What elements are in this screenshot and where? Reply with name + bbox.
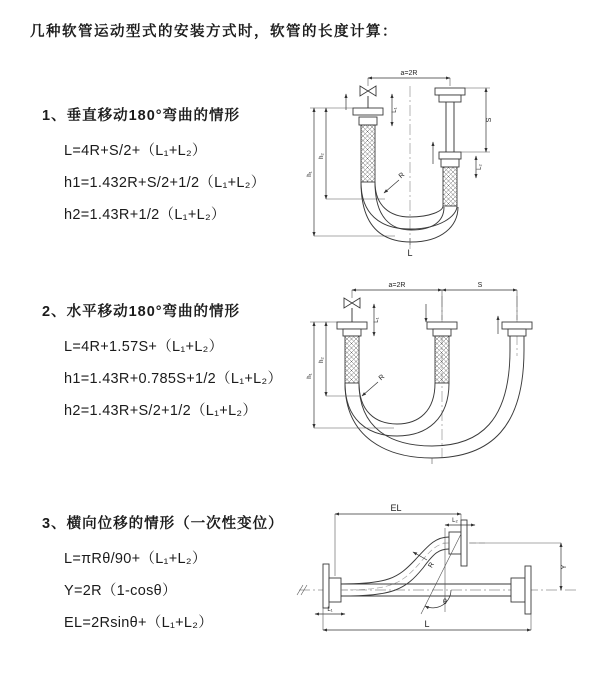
diagram-lateral-displacement xyxy=(293,500,597,655)
label-a2r: a=2R xyxy=(400,70,418,77)
formula-L: L=4R+S/2+（L₁+L₂） xyxy=(64,143,207,159)
dimension-h1 xyxy=(307,108,395,236)
label-l2: L₂ xyxy=(477,164,483,170)
flange-right-bottom xyxy=(511,566,531,614)
diagram-horizontal-bend xyxy=(302,276,594,476)
section-1 xyxy=(42,104,266,231)
hose-u-bend-displaced xyxy=(345,350,524,458)
flange-hub xyxy=(511,578,525,602)
label-l2: L₂ xyxy=(452,518,458,524)
section-3-formulas xyxy=(64,543,284,639)
formula-L: L=4R+1.57S+（L₁+L₂） xyxy=(64,339,224,355)
label-l1: L₁ xyxy=(374,317,380,323)
fitting xyxy=(441,159,459,167)
braided-hose xyxy=(361,125,375,182)
braided-hose xyxy=(435,336,449,383)
flange xyxy=(427,322,457,329)
diagram-2-svg xyxy=(302,276,594,471)
valve-icon xyxy=(368,86,376,96)
flange xyxy=(353,108,383,115)
label-a2r: a=2R xyxy=(388,282,406,289)
pipe-assembly-left xyxy=(337,298,367,383)
formula-EL: EL=2Rsinθ+（L₁+L₂） xyxy=(64,615,214,631)
dimension-a2r xyxy=(352,282,517,323)
radius-callout xyxy=(362,374,386,396)
dimension-el xyxy=(335,503,461,576)
label-r: R xyxy=(427,561,436,570)
label-s: S xyxy=(477,282,483,289)
diagram-3-svg xyxy=(293,500,597,650)
formula-h2: h2=1.43R+1/2（L₁+L₂） xyxy=(64,207,226,223)
label-h1: h₁ xyxy=(307,171,313,177)
flange-plate xyxy=(461,520,467,566)
flange-hub xyxy=(329,578,341,602)
pipe-assembly-left xyxy=(346,86,383,182)
dimension-a2r xyxy=(368,70,450,86)
diagram-1-svg xyxy=(300,64,585,264)
dimension-l2 xyxy=(445,518,475,525)
label-r: R xyxy=(397,171,407,181)
label-l1: L₁ xyxy=(392,107,398,113)
dimension-s xyxy=(442,282,517,290)
label-l: L xyxy=(424,619,430,629)
dimension-l xyxy=(323,608,531,630)
page-title: 几种软管运动型式的安装方式时，软管的长度计算： xyxy=(30,24,398,40)
flange-left xyxy=(323,564,341,608)
valve-icon xyxy=(360,86,368,96)
label-y: Y xyxy=(561,564,568,570)
flange xyxy=(502,322,532,329)
formula-Y: Y=2R（1-cosθ） xyxy=(64,583,177,599)
fitting xyxy=(508,329,526,336)
braided-hose xyxy=(345,336,359,383)
section-2-formulas xyxy=(64,331,282,427)
flange-plate xyxy=(525,566,531,614)
flange xyxy=(439,152,461,159)
flange-right-upper xyxy=(449,520,467,566)
section-3-heading: 3、横向位移的情形（一次性变位） xyxy=(42,516,284,532)
section-1-formulas xyxy=(64,135,266,231)
pipe-assembly-right xyxy=(498,316,532,350)
formula-h1: h1=1.43R+0.785S+1/2（L₁+L₂） xyxy=(64,371,283,387)
fitting xyxy=(433,329,451,336)
diagram-vertical-bend xyxy=(300,64,585,269)
label-l1: L₁ xyxy=(327,607,333,613)
label-h2: h₂ xyxy=(319,357,325,363)
fitting xyxy=(343,329,361,336)
formula-h2: h2=1.43R+S/2+1/2（L₁+L₂） xyxy=(64,403,258,419)
label-theta: θ xyxy=(443,599,447,606)
label-r: R xyxy=(377,373,387,383)
label-h1: h₁ xyxy=(307,373,313,379)
pipe-assembly-right xyxy=(433,88,465,206)
dimension-l1 xyxy=(374,304,380,336)
section-2-heading: 2、水平移动180°弯曲的情形 xyxy=(42,304,241,320)
fitting xyxy=(359,117,377,125)
label-el: EL xyxy=(390,503,402,513)
label-length: L xyxy=(407,248,413,258)
dimension-l1 xyxy=(392,94,398,126)
section-3 xyxy=(42,512,284,639)
dimension-l2 xyxy=(476,156,483,178)
label-s: S xyxy=(486,117,493,123)
dimension-s xyxy=(461,88,493,152)
label-h2: h₂ xyxy=(319,153,325,159)
flange-hub xyxy=(449,532,461,554)
radius-callout xyxy=(384,172,406,193)
flange xyxy=(337,322,367,329)
section-2 xyxy=(42,300,282,427)
pipe-assembly-middle xyxy=(427,322,457,383)
section-1-heading: 1、垂直移动180°弯曲的情形 xyxy=(42,108,241,124)
braided-hose xyxy=(443,167,457,206)
valve-icon xyxy=(352,298,360,308)
valve-icon xyxy=(344,298,352,308)
formula-h1: h1=1.432R+S/2+1/2（L₁+L₂） xyxy=(64,175,266,191)
flange xyxy=(435,88,465,95)
fitting xyxy=(439,95,461,102)
flange-plate xyxy=(323,564,329,608)
formula-L: L=πRθ/90+（L₁+L₂） xyxy=(64,551,207,567)
dimension-l1 xyxy=(315,607,345,614)
